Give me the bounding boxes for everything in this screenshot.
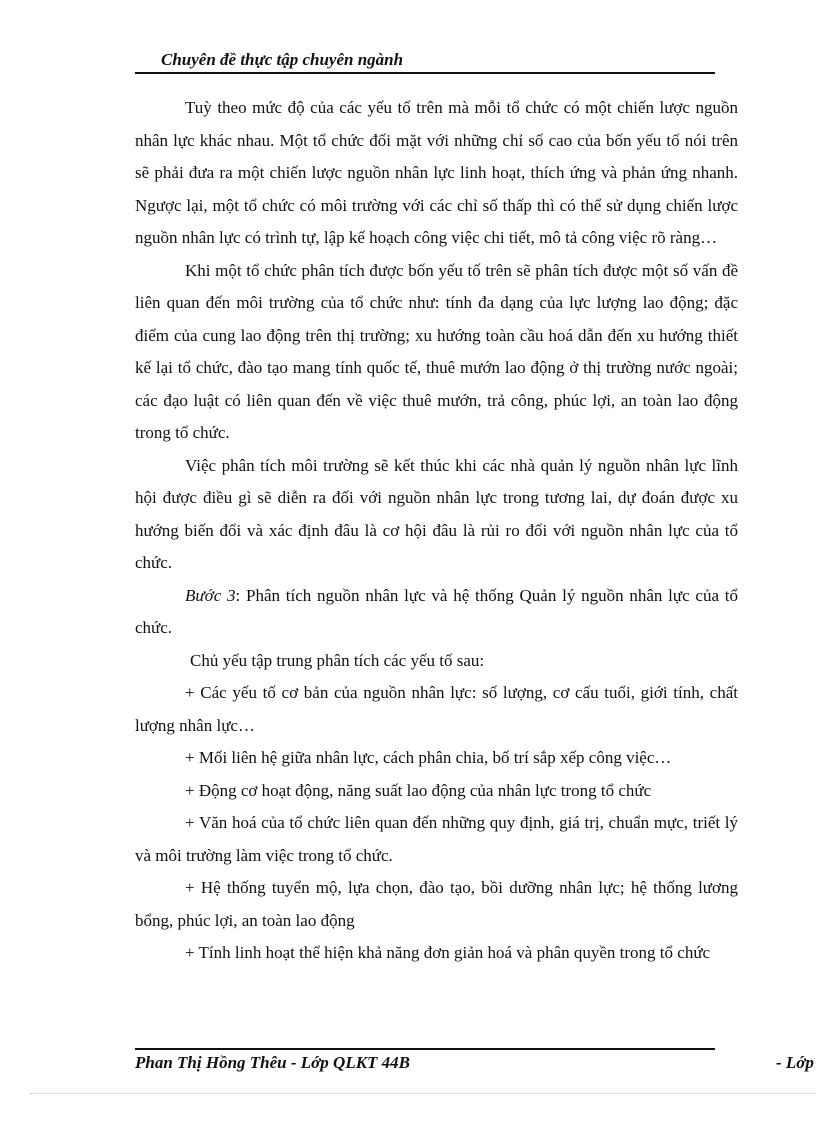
page-bottom-divider <box>30 1093 816 1094</box>
list-item-basic-factors: + Các yếu tố cơ bản của nguồn nhân lực: số lượng, cơ cấu tuổi, giới tính, chất lượng nhân lực… <box>135 683 738 735</box>
paragraph-environment-conclusion: Việc phân tích môi trường sẽ kết thúc khi các nhà quản lý nguồn nhân lực lĩnh hội được điều gì sẽ diễn ra đối với nguồn nhân lực trong tương lai, dự đoán được xu hướng biến đổi và xác định đâu là cơ hội đâu là rủi ro đối với nguồn nhân lực của tổ chức. <box>135 455 738 572</box>
paragraph-environment-issues: Khi một tổ chức phân tích được bốn yếu tố trên sẽ phân tích được một số vấn đề liên quan đến môi trường của tổ chức như: tính đa dạng của lực lượng lao động; đặc điểm của cung lao động trên thị trường; xu hướng toàn cầu hoá dẫn đến xu hướng thiết kế lại tổ chức, đào tạo mang tính quốc tế, thuê mướn lao động ở thị trường nước ngoài; các đạo luật có liên quan đến về việc thuê mướn, trả công, phúc lợi, an toàn lao động trong tổ chức. <box>135 260 738 442</box>
list-item-culture: + Văn hoá của tổ chức liên quan đến những quy định, giá trị, chuẩn mực, triết lý và môi trường làm việc trong tổ chức. <box>135 813 738 865</box>
paragraph-step-3 <box>135 580 738 645</box>
list-item-recruitment: + Hệ thống tuyển mộ, lựa chọn, đào tạo, bồi dưỡng nhân lực; hệ thống lương bổng, phúc lợi, an toàn lao động <box>135 878 738 930</box>
paragraph-strategy: Tuỳ theo mức độ của các yếu tố trên mà mỗi tổ chức có một chiến lược nguồn nhân lực khác nhau. Một tổ chức đối mặt với những chỉ số cao của bốn yếu tố nói trên sẽ phải đưa ra một chiến lược nguồn nhân lực linh hoạt, thích ứng và phản ứng nhanh. Ngược lại, một tổ chức có môi trường với các chỉ số thấp thì có thể sử dụng chiến lược nguồn nhân lực có trình tự, lập kế hoạch công việc chi tiết, mô tả công việc rõ ràng… <box>135 98 738 247</box>
footer-class-fragment: - Lớp <box>776 1053 814 1072</box>
step-3-label: Bước 3 <box>185 585 236 605</box>
list-item-flexibility: + Tính linh hoạt thể hiện khả năng đơn giản hoá và phân quyền trong tổ chức <box>185 943 711 962</box>
step-3-text: : Phân tích nguồn nhân lực và hệ thống Quản lý nguồn nhân lực của tổ chức. <box>135 585 738 637</box>
footer-rule <box>135 1048 715 1050</box>
list-item-relationships: + Mối liên hệ giữa nhân lực, cách phân chia, bố trí sắp xếp công việc… <box>185 748 672 767</box>
list-item-motivation: + Động cơ hoạt động, năng suất lao động của nhân lực trong tổ chức <box>185 780 652 800</box>
page-header <box>135 48 715 74</box>
footer-author: Phan Thị Hồng Thêu - Lớp QLKT 44B <box>135 1053 411 1072</box>
paragraph-intro: Chủ yếu tập trung phân tích các yếu tố sau: <box>190 650 485 670</box>
document-body <box>135 92 738 970</box>
header-title: Chuyên đề thực tập chuyên ngành <box>161 50 404 69</box>
